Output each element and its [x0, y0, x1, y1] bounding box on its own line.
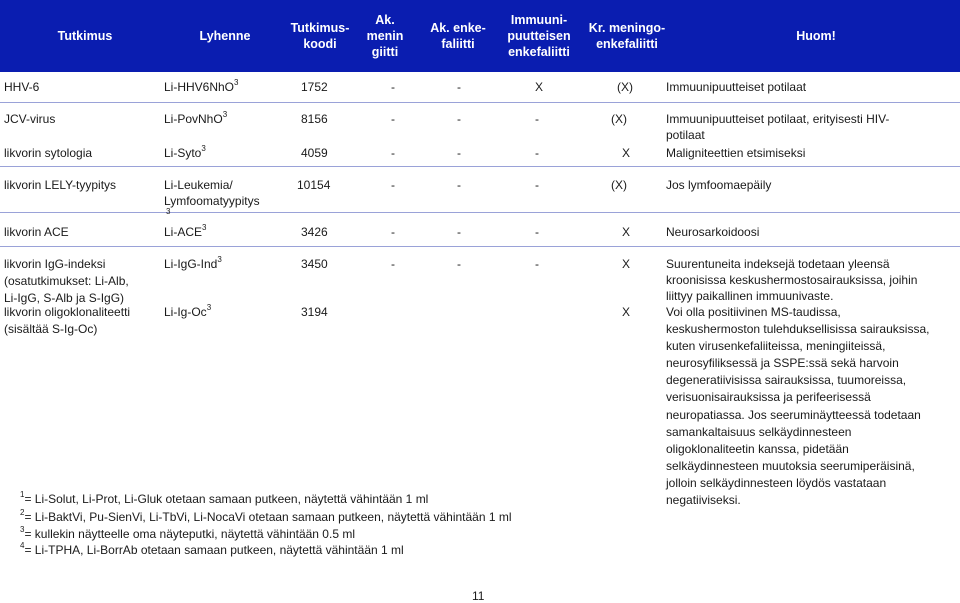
cell-huom: Jos lymfoomaepäily	[666, 178, 772, 192]
cell-koodi: 10154	[297, 178, 331, 192]
row-divider	[0, 166, 960, 167]
cell-kr-meningo: X	[622, 305, 631, 319]
cell-tutkimus: likvorin oligoklonaliteetti (sisältää S-Ig-Oc)	[4, 305, 131, 336]
cell-tutkimus: HHV-6	[4, 80, 40, 94]
cell-immuuni: -	[535, 146, 539, 160]
cell-kr-meningo: X	[622, 257, 631, 271]
footnote: $^4$= Li-TPHA, Li-BorrAb otetaan samaan putkeen, näytettä vähintään 1 ml	[20, 541, 404, 557]
cell-koodi: 3450	[301, 257, 328, 271]
cell-ak-meningiitti: -	[391, 112, 395, 126]
cell-lyhenne: Li-HHV6NhO$^3$	[164, 78, 239, 94]
row-divider	[0, 102, 960, 103]
cell-ak-meningiitti: -	[391, 80, 395, 94]
cell-lyhenne: Li-ACE$^3$	[164, 223, 207, 239]
cell-immuuni: -	[535, 225, 539, 239]
cell-kr-meningo: (X)	[617, 80, 633, 94]
cell-kr-meningo: (X)	[611, 112, 627, 126]
cell-ak-enkefaliitti: -	[457, 80, 461, 94]
cell-ak-enkefaliitti: -	[457, 257, 461, 271]
cell-koodi: 8156	[301, 112, 328, 126]
cell-koodi: 3426	[301, 225, 328, 239]
cell-lyhenne-superscript: 3	[166, 207, 171, 216]
cell-ak-enkefaliitti: -	[457, 178, 461, 192]
cell-immuuni: -	[535, 257, 539, 271]
cell-huom: Immuunipuutteiset potilaat	[666, 80, 807, 94]
header-tutkimuskoodi: Tutkimus- koodi	[290, 21, 350, 51]
header-ak-meningiitti: Ak. menin giitti	[366, 13, 404, 59]
cell-ak-meningiitti: -	[391, 146, 395, 160]
cell-kr-meningo: X	[622, 146, 631, 160]
cell-koodi: 1752	[301, 80, 328, 94]
header-tutkimus: Tutkimus	[57, 29, 113, 43]
header-ak-enkefaliitti: Ak. enke- faliitti	[430, 21, 486, 51]
page-number: 11	[472, 589, 485, 603]
cell-koodi: 3194	[301, 305, 328, 319]
cell-kr-meningo: X	[622, 225, 631, 239]
cell-huom: Immuunipuutteiset potilaat, erityisesti HIV- potilaat	[666, 112, 890, 142]
header-immuunipuutteisen-enkefaliitti: Immuuni- puutteisen enkefaliitti	[507, 13, 571, 59]
cell-lyhenne: Li-PovNhO$^3$	[164, 110, 228, 126]
cell-ak-enkefaliitti: -	[457, 146, 461, 160]
cell-tutkimus: likvorin LELY-tyypitys	[4, 178, 117, 192]
cell-koodi: 4059	[301, 146, 328, 160]
cell-lyhenne: Li-Syto$^3$	[164, 144, 206, 160]
row-divider	[0, 212, 960, 213]
cell-huom: Suurentuneita indeksejä todetaan yleensä kroonisissa keskushermostosairauksissa, joihin liittyy paikallinen immuunivaste.	[666, 257, 918, 303]
footnote: $^1$= Li-Solut, Li-Prot, Li-Gluk otetaan samaan putkeen, näytettä vähintään 1 ml	[20, 490, 429, 506]
cell-immuuni: X	[535, 80, 544, 94]
table-header	[0, 0, 960, 72]
cell-lyhenne: Li-Ig-Oc$^3$	[164, 303, 212, 319]
cell-tutkimus: likvorin sytologia	[4, 146, 93, 160]
cell-tutkimus: likvorin ACE	[4, 225, 69, 239]
cell-ak-enkefaliitti: -	[457, 112, 461, 126]
cell-ak-enkefaliitti: -	[457, 225, 461, 239]
header-kr-meningoenkefaliitti: Kr. meningo- enkefaliitti	[588, 21, 666, 51]
cell-huom: Voi olla positiivinen MS-taudissa, keskushermoston tulehduksellisissa sairauksissa, kuten virusenkefaliiteissa, meningiiteissä, neurosyfiliksessä ja SSPE:ssä sekä harvoin degeneratiivisissa sairauksissa, tuumoreissa, verisuonisairauksissa ja perifeerisessä neuropatiassa. Jos seeruminäytteessä todetaan samankaltaisuus selkäydinnesteen oligoklonaliteetin kanssa, pidetään selkäydinnesteen muutoksia seerumiperäisinä, jolloin selkäydinnesteen löydös vastataan negatiiviseksi.	[666, 305, 930, 508]
header-lyhenne: Lyhenne	[199, 29, 251, 43]
row-divider	[0, 246, 960, 247]
cell-immuuni: -	[535, 178, 539, 192]
cell-huom: Neurosarkoidoosi	[666, 225, 760, 239]
cell-immuuni: -	[535, 112, 539, 126]
footnote: $^3$= kullekin näytteelle oma näyteputki, näytettä vähintään 0.5 ml	[20, 525, 355, 541]
cell-tutkimus: JCV-virus	[4, 112, 56, 126]
cell-kr-meningo: (X)	[611, 178, 627, 192]
cell-ak-meningiitti: -	[391, 225, 395, 239]
header-huom: Huom!	[796, 29, 836, 43]
cell-tutkimus: likvorin IgG-indeksi (osatutkimukset: Li-Alb, Li-IgG, S-Alb ja S-IgG)	[4, 257, 129, 305]
cell-ak-meningiitti: -	[391, 257, 395, 271]
cell-ak-meningiitti: -	[391, 178, 395, 192]
cell-huom: Maligniteettien etsimiseksi	[666, 146, 806, 160]
footnote: $^2$= Li-BaktVi, Pu-SienVi, Li-TbVi, Li-NocaVi otetaan samaan putkeen, näytettä vähintään 1 ml	[20, 508, 512, 524]
cell-lyhenne: Li-Leukemia/ Lymfoomatyypitys	[164, 178, 260, 208]
cell-lyhenne: Li-IgG-Ind$^3$	[164, 255, 222, 271]
